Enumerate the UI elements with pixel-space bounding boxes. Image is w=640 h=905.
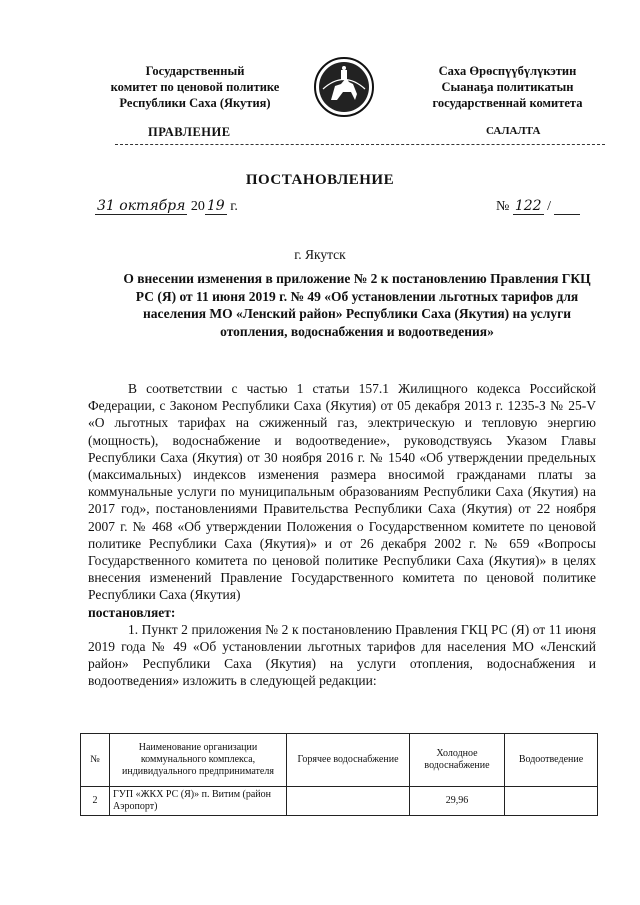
header-right-line: государственнай комитета [432, 96, 583, 110]
tariff-table [80, 733, 598, 816]
number-suffix: / [547, 199, 551, 214]
cell-cold-water: 29,96 [410, 787, 505, 816]
number-prefix: № [496, 199, 510, 214]
col-header-cold-water: Холодное водоснабжение [410, 734, 505, 787]
board-label: ПРАВЛЕНИЕ [148, 125, 231, 139]
document-date [95, 198, 238, 215]
preamble-paragraph: В соответствии с частью 1 статьи 157.1 Жилищного кодекса Российской Федерации, с Законом Республики Саха (Якутия) от 05 декабря 2013 г. 1235-З № 25-V «О льготных тарифах на сжиженный газ, электрическую и тепловую энергию (мощность), водоснабжение и водоотведение», руководствуясь Указом Главы Республики Саха (Якутия) от 30 ноября 2016 г. № 1540 «Об утверждении предельных (максимальных) индексов изменения размера вносимой гражданами платы за коммунальные услуги по муниципальным образованиям Республики Саха (Якутия) на 2017 год», постановлениями Правительства Республики Саха (Якутия) от 22 ноября 2007 г. № 468 «Об утверждении Положения о Государственном комитете по ценовой политике Республики Саха (Якутия)» и от 26 декабря 2002 г. № 659 «Вопросы Государственного комитета по ценовой политике Республики Саха (Якутия)» в целях внесения изменений Правление Государственного комитета по ценовой политике Республики Саха (Якутия) [88, 381, 596, 603]
cell-hot-water [287, 787, 410, 816]
table-row [81, 787, 598, 816]
table-header-row [81, 734, 598, 787]
board-label-sakha: САЛАЛТА [486, 125, 541, 137]
document-title: ПОСТАНОВЛЕНИЕ [245, 172, 395, 188]
year-prefix: 20 [190, 199, 205, 214]
header-right-line: Саха Өрөспүүбүлүкэтин [438, 64, 577, 78]
date-handwritten: 31 октября [97, 198, 186, 214]
header-left-organization [85, 63, 305, 111]
header-left-line: комитет по ценовой политике [110, 80, 280, 94]
resolves-label: постановляет: [88, 604, 176, 620]
document-number [496, 198, 580, 215]
document-subject: О внесении изменения в приложение № 2 к постановлению Правления ГКЦ РС (Я) от 11 июня 2019 г. № 49 «Об установлении льготных тарифов для населения МО «Ленский район» Республики Саха (Якутия) на услуги отопления, водоснабжения и водоотведения» [123, 271, 591, 339]
year-suffix: г. [230, 199, 238, 214]
year-handwritten: 19 [206, 198, 225, 214]
cell-organization: ГУП «ЖКХ РС (Я)» п. Витим (район Аэропорт) [110, 787, 287, 816]
number-blank [554, 198, 580, 215]
col-header-number: № [81, 734, 110, 787]
document-body [88, 380, 596, 690]
header-right-organization [395, 63, 620, 111]
coat-of-arms-icon [313, 56, 375, 118]
col-header-hot-water: Горячее водоснабжение [287, 734, 410, 787]
header-right-line: Сыанаҕа политикатын [441, 80, 574, 94]
cell-sewerage [505, 787, 598, 816]
col-header-sewerage: Водоотведение [505, 734, 598, 787]
header-left-line: Республики Саха (Якутия) [119, 96, 271, 110]
header-left-line: Государственный [145, 64, 245, 78]
city: г. Якутск [294, 247, 346, 262]
cell-number: 2 [81, 787, 110, 816]
clause-paragraph: 1. Пункт 2 приложения № 2 к постановлению Правления ГКЦ РС (Я) от 11 июня 2019 года № 49 «Об установлении льготных тарифов для населения МО «Ленский район» Республики Саха (Якутия) на услуги отопления, водоснабжения и водоотведения» изложить в следующей редакции: [88, 621, 596, 689]
header-divider [115, 144, 605, 145]
number-handwritten: 122 [514, 198, 542, 214]
col-header-organization: Наименование организации коммунального комплекса, индивидуального предпринимателя [110, 734, 287, 787]
